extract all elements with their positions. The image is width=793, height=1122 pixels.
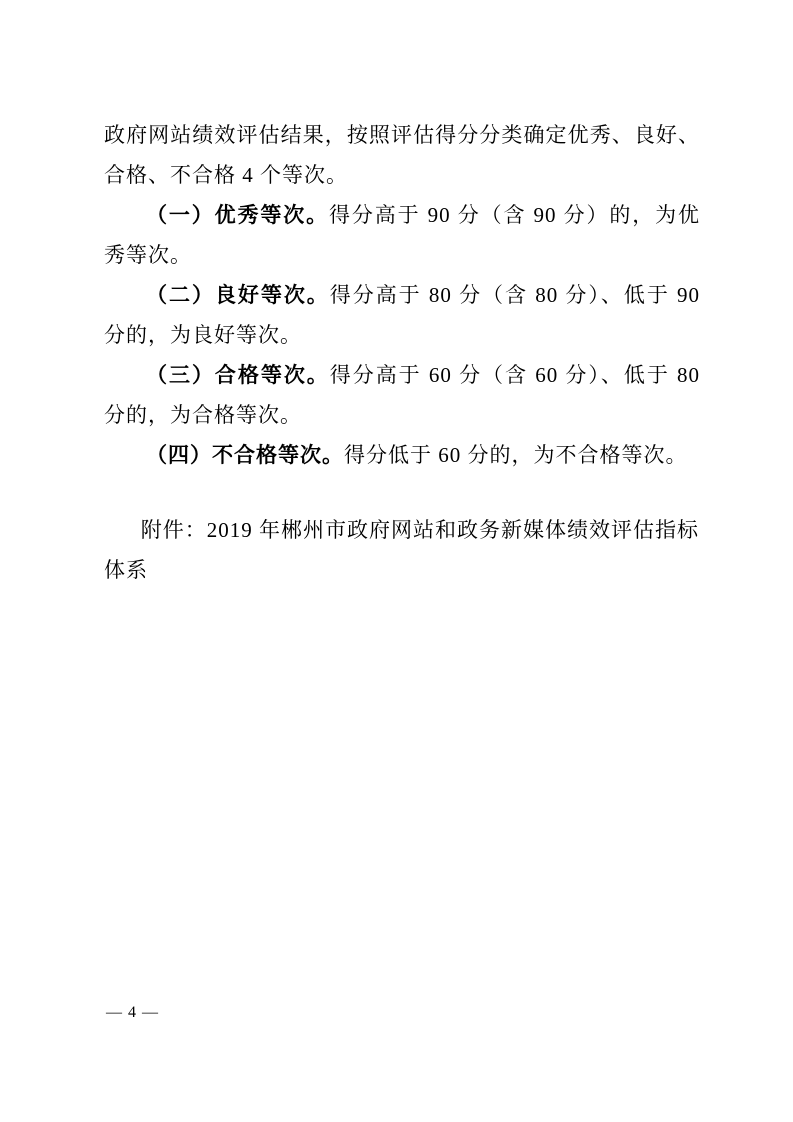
paragraph-grade-qualified	[104, 355, 700, 435]
paragraph-grade-good	[104, 275, 700, 355]
paragraph-intro	[104, 115, 700, 195]
paragraph-grade-excellent-lead: （一）优秀等次。	[146, 203, 329, 227]
attachment-line	[104, 510, 700, 590]
paragraph-grade-unqualified-lead: （四）不合格等次。	[146, 443, 344, 467]
paragraph-grade-good-lead: （二）良好等次。	[146, 283, 330, 307]
paragraph-grade-unqualified	[104, 435, 700, 475]
paragraph-grade-excellent-text: 得分高于 90 分（含 90 分）的，为优秀等次。	[104, 203, 700, 267]
paragraph-grade-qualified-text: 得分高于 60 分（含 60 分）、低于 80 分的，为合格等次。	[104, 363, 701, 427]
paragraph-grade-unqualified-text: 得分低于 60 分的，为不合格等次。	[344, 443, 688, 467]
document-body	[104, 115, 700, 590]
attachment-text: 附件：2019 年郴州市政府网站和政务新媒体绩效评估指标体系	[104, 518, 699, 582]
paragraph-grade-good-text: 得分高于 80 分（含 80 分）、低于 90 分的，为良好等次。	[104, 283, 701, 347]
paragraph-grade-qualified-lead: （三）合格等次。	[146, 363, 330, 387]
paragraph-grade-excellent	[104, 195, 700, 275]
paragraph-intro-text: 政府网站绩效评估结果，按照评估得分分类确定优秀、良好、合格、不合格 4 个等次。	[104, 123, 700, 187]
page-number: — 4 —	[106, 1004, 159, 1021]
